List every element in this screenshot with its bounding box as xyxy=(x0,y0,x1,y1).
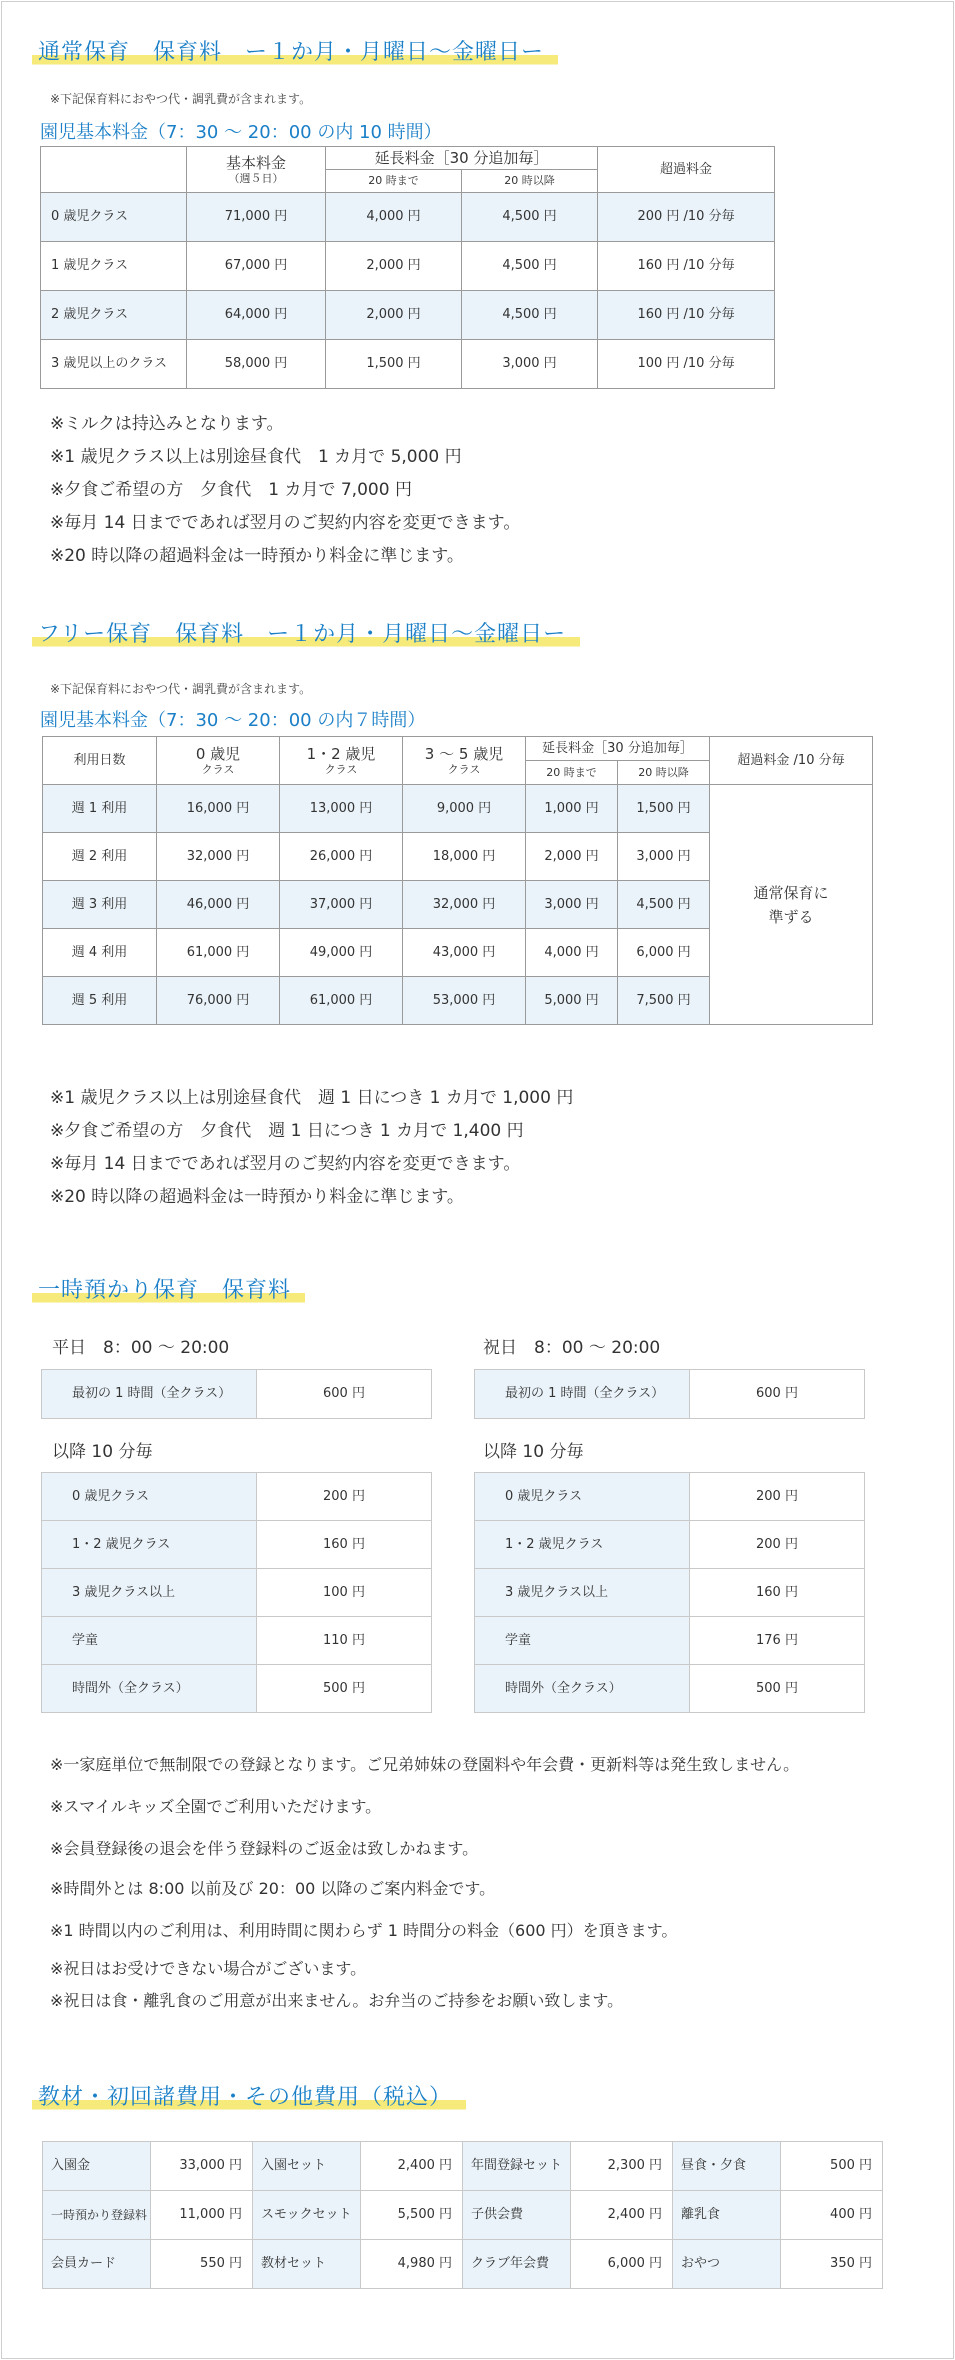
note-line: ※20 時以降の超過料金は一時預かり料金に準じます。 xyxy=(50,1187,464,1207)
fee-cell: 49,000 円 xyxy=(280,929,403,977)
ext-a-cell: 2,000 円 xyxy=(326,291,462,340)
header-basic-fee: 基本料金 （週５日） xyxy=(187,147,326,193)
table-row: 1・2 歳児クラス 160 円 xyxy=(42,1521,432,1569)
ext-a-cell: 5,000 円 xyxy=(526,977,618,1025)
weekday-first-hour-table xyxy=(41,1369,432,1419)
header-extension-fee: 延長料金［30 分追加毎］ xyxy=(326,147,598,170)
holiday-title: 祝日 8：00 〜 20:00 xyxy=(483,1338,661,1358)
days-cell: 週 3 利用 xyxy=(43,881,157,929)
header-age-3-5: 3 〜 5 歳児 クラス xyxy=(403,737,526,785)
fee-cell: 16,000 円 xyxy=(157,785,280,833)
table-row: 0 歳児クラス 200 円 xyxy=(42,1473,432,1521)
section-title-materials-fees: 教材・初回諸費用・その他費用（税込） xyxy=(32,2083,466,2113)
table-row: 学童 110 円 xyxy=(42,1617,432,1665)
note-line: ※祝日は食・離乳食のご用意が出来ません。お弁当のご持参をお願い致します。 xyxy=(50,1991,624,2010)
table-row: 時間外（全クラス） 500 円 xyxy=(475,1665,865,1713)
basic-fee-cell: 71,000 円 xyxy=(187,193,326,242)
header-until-20: 20 時まで xyxy=(526,761,618,785)
note-line: ※ミルクは持込みとなります。 xyxy=(50,414,284,434)
section-title-temporary-care: 一時預かり保育 保育料 xyxy=(32,1276,305,1306)
fee-cell: 32,000 円 xyxy=(157,833,280,881)
ext-b-cell: 3,000 円 xyxy=(462,340,598,389)
header-overtime-fee: 超過料金 xyxy=(598,147,775,193)
basic-fee-cell: 67,000 円 xyxy=(187,242,326,291)
basic-fee-subtitle: 園児基本料金（7：30 〜 20：00 の内７時間） xyxy=(40,710,426,731)
section-title-regular-care: 通常保育 保育料 ー１か月・月曜日〜金曜日ー xyxy=(32,38,558,68)
note-line: ※会員登録後の退会を伴う登録料のご返金は致しかねます。 xyxy=(50,1839,479,1858)
note-line: ※夕食ご希望の方 夕食代 1 カ月で 7,000 円 xyxy=(50,480,412,500)
holiday-per10min-table xyxy=(474,1472,865,1713)
basic-fee-cell: 58,000 円 xyxy=(187,340,326,389)
table-row: 会員カード 550 円 教材セット 4,980 円 クラブ年会費 6,000 円 おやつ 350 円 xyxy=(43,2240,883,2289)
fee-cell: 32,000 円 xyxy=(403,881,526,929)
days-cell: 週 5 利用 xyxy=(43,977,157,1025)
basic-fee-subtitle: 園児基本料金（7：30 〜 20：00 の内 10 時間） xyxy=(40,122,442,143)
ext-a-cell: 1,500 円 xyxy=(326,340,462,389)
note-line: ※毎月 14 日までであれば翌月のご契約内容を変更できます。 xyxy=(50,1154,521,1174)
table-row xyxy=(41,340,775,389)
ext-b-cell: 3,000 円 xyxy=(618,833,710,881)
note-line: ※20 時以降の超過料金は一時預かり料金に準じます。 xyxy=(50,546,464,566)
header-age-1-2: 1・2 歳児 クラス xyxy=(280,737,403,785)
table-row: 一時預かり登録料 11,000 円 スモックセット 5,500 円 子供会費 2,400 円 離乳食 400 円 xyxy=(43,2191,883,2240)
weekday-per10min-table xyxy=(41,1472,432,1713)
header-class-empty xyxy=(41,147,187,193)
ext-a-cell: 3,000 円 xyxy=(526,881,618,929)
fee-cell: 18,000 円 xyxy=(403,833,526,881)
table-row: 3 歳児クラス以上 160 円 xyxy=(475,1569,865,1617)
note-line: ※1 歳児クラス以上は別途昼食代 1 カ月で 5,000 円 xyxy=(50,447,462,467)
header-extension-fee: 延長料金［30 分追加毎］ xyxy=(526,737,710,761)
first-hour-value: 600 円 xyxy=(257,1370,432,1419)
fee-cell: 61,000 円 xyxy=(280,977,403,1025)
free-care-notes xyxy=(50,1082,573,1214)
ext-a-cell: 2,000 円 xyxy=(526,833,618,881)
ext-b-cell: 4,500 円 xyxy=(462,193,598,242)
note-line: ※1 歳児クラス以上は別途昼食代 週 1 日につき 1 カ月で 1,000 円 xyxy=(50,1088,574,1108)
ext-b-cell: 7,500 円 xyxy=(618,977,710,1025)
regular-care-notes xyxy=(50,408,520,573)
class-cell: 2 歳児クラス xyxy=(41,291,187,340)
header-after-20: 20 時以降 xyxy=(618,761,710,785)
table-row: 3 歳児クラス以上 100 円 xyxy=(42,1569,432,1617)
holiday-first-hour-table xyxy=(474,1369,865,1419)
over-fee-cell: 200 円 /10 分毎 xyxy=(598,193,775,242)
fee-cell: 26,000 円 xyxy=(280,833,403,881)
ext-a-cell: 4,000 円 xyxy=(526,929,618,977)
class-cell: 1 歳児クラス xyxy=(41,242,187,291)
table-row xyxy=(41,291,775,340)
table-row: 時間外（全クラス） 500 円 xyxy=(42,1665,432,1713)
first-hour-value: 600 円 xyxy=(690,1370,865,1419)
ext-b-cell: 6,000 円 xyxy=(618,929,710,977)
weekday-after-title: 以降 10 分毎 xyxy=(52,1442,153,1462)
table-row: 学童 176 円 xyxy=(475,1617,865,1665)
snack-note: ※下記保育料におやつ代・調乳費が含まれます。 xyxy=(50,92,312,106)
class-cell: 0 歳児クラス xyxy=(41,193,187,242)
header-overtime-fee: 超過料金 /10 分毎 xyxy=(710,737,873,785)
header-until-20: 20 時まで xyxy=(326,170,462,193)
note-line: ※夕食ご希望の方 夕食代 週 1 日につき 1 カ月で 1,400 円 xyxy=(50,1121,524,1141)
fee-cell: 13,000 円 xyxy=(280,785,403,833)
weekday-title: 平日 8：00 〜 20:00 xyxy=(52,1338,230,1358)
fee-cell: 76,000 円 xyxy=(157,977,280,1025)
over-fee-cell: 160 円 /10 分毎 xyxy=(598,291,775,340)
fee-cell: 53,000 円 xyxy=(403,977,526,1025)
regular-fee-table xyxy=(40,146,775,389)
table-row xyxy=(43,785,873,833)
ext-a-cell: 4,000 円 xyxy=(326,193,462,242)
header-days: 利用日数 xyxy=(43,737,157,785)
free-care-fee-table xyxy=(42,736,873,1025)
ext-b-cell: 1,500 円 xyxy=(618,785,710,833)
ext-b-cell: 4,500 円 xyxy=(462,291,598,340)
header-age-0: 0 歳児 クラス xyxy=(157,737,280,785)
note-line: ※1 時間以内のご利用は、利用時間に関わらず 1 時間分の料金（600 円）を頂きます。 xyxy=(50,1921,678,1940)
days-cell: 週 4 利用 xyxy=(43,929,157,977)
ext-a-cell: 1,000 円 xyxy=(526,785,618,833)
note-line: ※時間外とは 8:00 以前及び 20：00 以降のご案内料金です。 xyxy=(50,1879,496,1898)
table-row xyxy=(41,242,775,291)
days-cell: 週 1 利用 xyxy=(43,785,157,833)
table-row: 1・2 歳児クラス 200 円 xyxy=(475,1521,865,1569)
over-fee-merged-cell: 通常保育に 準ずる xyxy=(710,785,873,1025)
fee-cell: 37,000 円 xyxy=(280,881,403,929)
section-title-free-care: フリー保育 保育料 ー１か月・月曜日〜金曜日ー xyxy=(32,620,580,650)
ext-a-cell: 2,000 円 xyxy=(326,242,462,291)
first-hour-label: 最初の 1 時間（全クラス） xyxy=(475,1370,690,1419)
table-row xyxy=(41,193,775,242)
table-row: 入園金 33,000 円 入園セット 2,400 円 年間登録セット 2,300 円 昼食・夕食 500 円 xyxy=(43,2142,883,2191)
snack-note: ※下記保育料におやつ代・調乳費が含まれます。 xyxy=(50,682,312,696)
fee-cell: 46,000 円 xyxy=(157,881,280,929)
days-cell: 週 2 利用 xyxy=(43,833,157,881)
holiday-after-title: 以降 10 分毎 xyxy=(483,1442,584,1462)
note-line: ※一家庭単位で無制限での登録となります。ご兄弟姉妹の登園料や年会費・更新料等は発生致しません。 xyxy=(50,1755,800,1774)
materials-fee-table xyxy=(42,2141,883,2289)
ext-b-cell: 4,500 円 xyxy=(618,881,710,929)
first-hour-label: 最初の 1 時間（全クラス） xyxy=(42,1370,257,1419)
over-fee-cell: 100 円 /10 分毎 xyxy=(598,340,775,389)
ext-b-cell: 4,500 円 xyxy=(462,242,598,291)
note-line: ※祝日はお受けできない場合がございます。 xyxy=(50,1959,367,1978)
table-row: 0 歳児クラス 200 円 xyxy=(475,1473,865,1521)
note-line: ※毎月 14 日までであれば翌月のご契約内容を変更できます。 xyxy=(50,513,521,533)
over-fee-cell: 160 円 /10 分毎 xyxy=(598,242,775,291)
class-cell: 3 歳児以上のクラス xyxy=(41,340,187,389)
fee-cell: 43,000 円 xyxy=(403,929,526,977)
note-line: ※スマイルキッズ全園でご利用いただけます。 xyxy=(50,1797,382,1816)
basic-fee-cell: 64,000 円 xyxy=(187,291,326,340)
fee-cell: 61,000 円 xyxy=(157,929,280,977)
fee-cell: 9,000 円 xyxy=(403,785,526,833)
header-after-20: 20 時以降 xyxy=(462,170,598,193)
